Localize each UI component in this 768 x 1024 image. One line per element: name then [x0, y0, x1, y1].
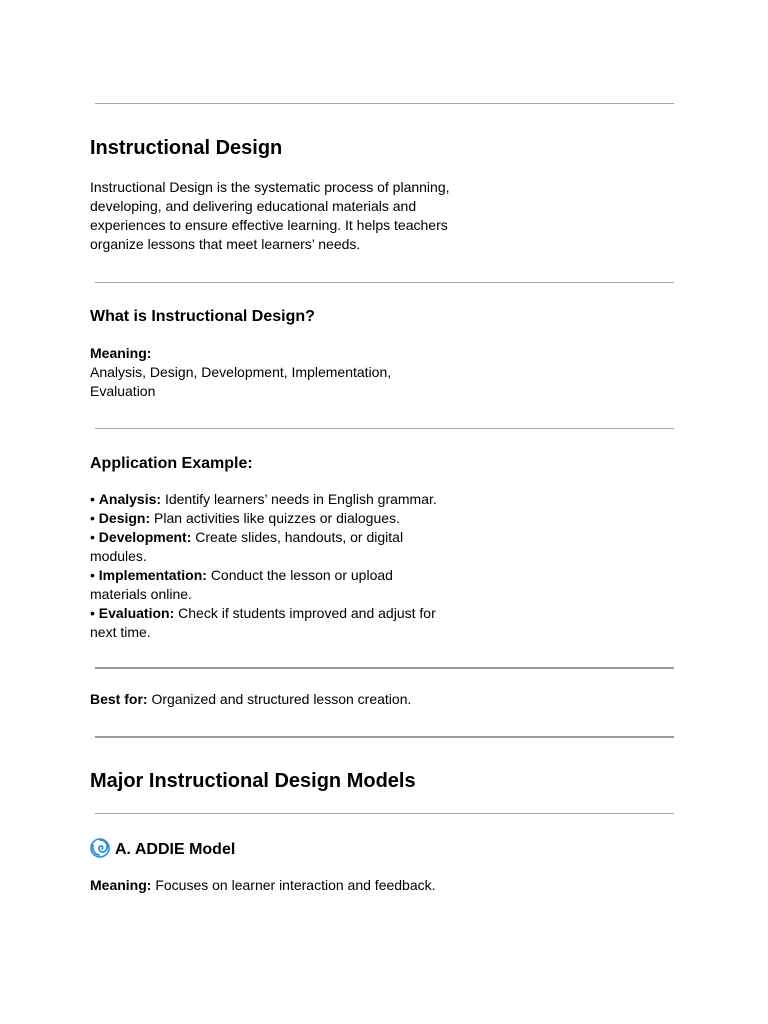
- application-section: [90, 454, 253, 474]
- list-item: [90, 528, 410, 566]
- section-heading-what-is: What is Instructional Design?: [90, 308, 315, 325]
- page-title: Instructional Design: [90, 137, 283, 159]
- list-item-text: Create slides, handouts, or digital modules.: [90, 529, 404, 564]
- list-item-label: Implementation:: [98, 567, 207, 583]
- section-heading-application: Application Example:: [90, 455, 253, 472]
- divider: [95, 813, 674, 814]
- cyclone-icon: [90, 838, 110, 858]
- meaning-label: Meaning:: [90, 345, 152, 361]
- divider: [95, 428, 674, 429]
- addie-section: [90, 838, 235, 860]
- list-item-label: Development:: [98, 529, 192, 545]
- best-for-text: Organized and structured lesson creation.: [151, 691, 412, 707]
- addie-meaning: [90, 876, 530, 895]
- models-section: [90, 769, 416, 793]
- what-is-meaning: [90, 344, 400, 401]
- addie-heading-row: [90, 838, 235, 860]
- list-item-text: Conduct the lesson or upload materials online.: [90, 567, 393, 602]
- list-item: [90, 509, 440, 528]
- meaning-paragraph: [90, 344, 400, 401]
- best-for-label: Best for:: [90, 691, 148, 707]
- section-title-models: Major Instructional Design Models: [90, 770, 416, 792]
- divider: [95, 282, 674, 283]
- bullet: •: [90, 491, 95, 507]
- meaning-text: Focuses on learner interaction and feedback.: [155, 877, 436, 893]
- meaning-text: Analysis, Design, Development, Implementation, Evaluation: [90, 364, 392, 399]
- list-item-text: Check if students improved and adjust for next time.: [90, 605, 436, 640]
- bullet: •: [90, 510, 95, 526]
- bullet: •: [90, 567, 95, 583]
- best-for-paragraph: [90, 690, 530, 709]
- intro-section: [90, 136, 282, 160]
- bullet: •: [90, 605, 95, 621]
- divider: [95, 736, 674, 738]
- meaning-label: Meaning:: [90, 877, 152, 893]
- intro-paragraph: Instructional Design is the systematic process of planning, developing, and delivering educational materials and experiences to ensure effective learning. It helps teachers organize lessons that meet learners’ needs.: [90, 179, 450, 252]
- list-item-text: Identify learners’ needs in English grammar.: [164, 491, 437, 507]
- list-item: [90, 566, 400, 604]
- bullet: •: [90, 529, 95, 545]
- what-is-section: [90, 307, 315, 327]
- list-item: [90, 604, 440, 642]
- addie-heading: A. ADDIE Model: [115, 841, 236, 858]
- best-for-section: [90, 690, 530, 709]
- bullet-list: [90, 490, 450, 642]
- divider: [95, 103, 674, 104]
- divider: [95, 667, 674, 669]
- intro-body-block: [90, 178, 452, 254]
- list-item-text: Plan activities like quizzes or dialogues.: [154, 510, 400, 526]
- list-item-label: Design:: [98, 510, 151, 526]
- application-list: [90, 490, 450, 642]
- list-item-label: Analysis:: [98, 491, 162, 507]
- list-item-label: Evaluation:: [98, 605, 175, 621]
- list-item: [90, 490, 440, 509]
- addie-meaning-paragraph: [90, 876, 530, 895]
